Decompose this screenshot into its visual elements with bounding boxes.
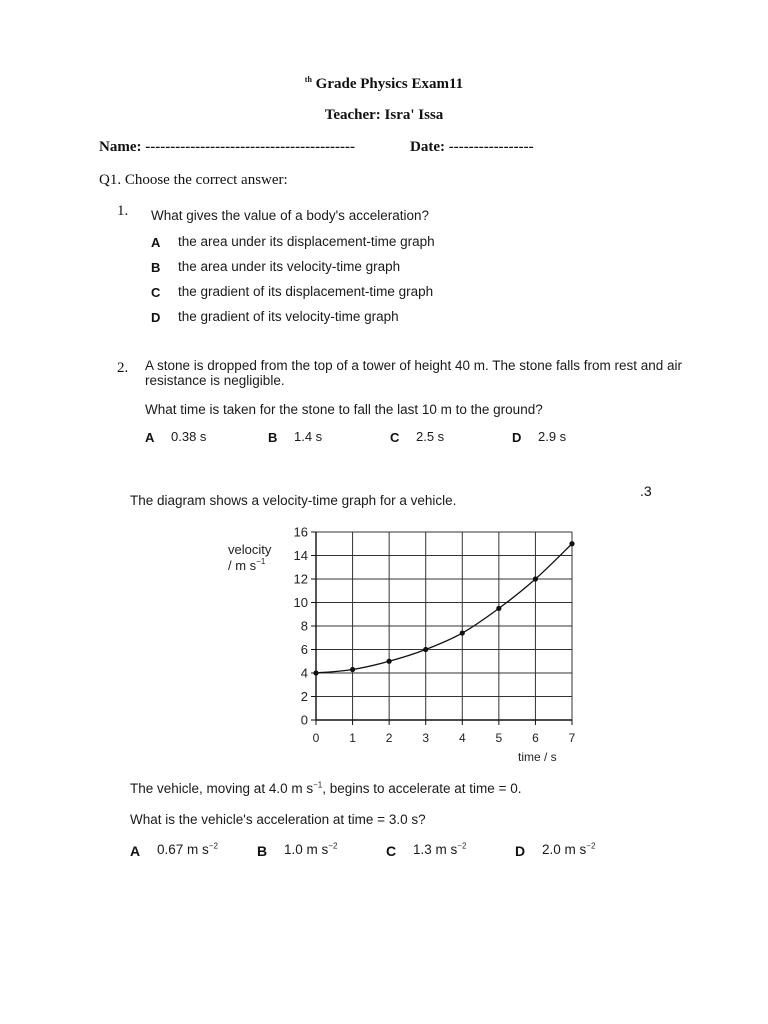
x-tick-label-0: 0 bbox=[312, 731, 320, 745]
item2-question-line1: A stone is dropped from the top of a tower of height 40 m. The stone falls from rest and air bbox=[145, 358, 683, 373]
item3-statement bbox=[130, 781, 521, 796]
name-label: Name: bbox=[99, 139, 142, 155]
item1-option-a-letter: A bbox=[151, 235, 161, 250]
item2-option-d-text: 2.9 s bbox=[538, 429, 567, 444]
item3-option-c-value bbox=[413, 842, 466, 857]
y-tick-label-8: 8 bbox=[300, 618, 308, 634]
item1-question: What gives the value of a body's acceleration? bbox=[151, 208, 429, 223]
item2-option-b-letter: B bbox=[268, 430, 278, 445]
graph-grid bbox=[316, 532, 572, 720]
item1-option-c-text: the gradient of its displacement-time graph bbox=[178, 284, 434, 299]
item3-option-b-exponent: −2 bbox=[328, 841, 338, 851]
q1-heading: Q1. Choose the correct answer: bbox=[99, 172, 288, 188]
item2-question2: What time is taken for the stone to fall the last 10 m to the ground? bbox=[145, 402, 543, 417]
item1-option-b-letter: B bbox=[151, 260, 161, 275]
series-line-0 bbox=[316, 544, 572, 673]
item3-option-b-value bbox=[284, 842, 337, 857]
item3-option-b-letter: B bbox=[257, 843, 268, 859]
y-tick-label-2: 2 bbox=[300, 689, 308, 704]
item2-option-b-text: 1.4 s bbox=[294, 429, 323, 444]
y-tick-label-6: 6 bbox=[300, 642, 308, 657]
x-tick-label-7: 7 bbox=[568, 731, 576, 745]
y-axis-unit-text: / m s bbox=[228, 558, 257, 573]
data-point-t7 bbox=[569, 541, 574, 546]
y-axis-unit-sup: −1 bbox=[256, 557, 266, 566]
item3-question: What is the vehicle's acceleration at time = 3.0 s? bbox=[130, 812, 426, 827]
y-tick-label-12: 12 bbox=[293, 571, 308, 587]
data-point-t5 bbox=[496, 606, 501, 611]
x-tick-label-4: 4 bbox=[458, 731, 466, 745]
item3-number: .3 bbox=[640, 483, 652, 499]
x-axis-label: time / s bbox=[518, 750, 557, 764]
y-tick-label-16: 16 bbox=[293, 524, 308, 540]
x-tick-label-6: 6 bbox=[532, 731, 539, 745]
item2-question-line2: resistance is negligible. bbox=[145, 373, 285, 388]
x-tick-label-1: 1 bbox=[349, 731, 356, 745]
date-field bbox=[410, 139, 534, 156]
item3-option-b-unit: 1.0 m s bbox=[284, 842, 329, 857]
item3-intro: The diagram shows a velocity-time graph for a vehicle. bbox=[130, 493, 457, 508]
item3-option-a-exponent: −2 bbox=[208, 841, 218, 851]
item3-statement-post: , begins to accelerate at time = 0. bbox=[322, 781, 522, 796]
x-tick-label-5: 5 bbox=[495, 731, 503, 745]
date-blank: ----------------- bbox=[448, 139, 534, 155]
item3-option-a-value bbox=[157, 842, 218, 857]
item3-option-c-exponent: −2 bbox=[457, 841, 467, 851]
item3-option-d-exponent: −2 bbox=[586, 841, 596, 851]
item2-option-a-text: 0.38 s bbox=[171, 429, 207, 444]
graph-ticks bbox=[294, 525, 576, 746]
item1-option-c-letter: C bbox=[151, 285, 161, 300]
data-point-t2 bbox=[387, 659, 392, 664]
item3-option-d-unit: 2.0 m s bbox=[542, 842, 587, 857]
y-tick-label-0: 0 bbox=[300, 712, 308, 728]
item3-option-c-unit: 1.3 m s bbox=[413, 842, 458, 857]
name-field bbox=[99, 139, 355, 156]
title-text: Grade Physics Exam11 bbox=[315, 76, 464, 92]
title-superscript: th bbox=[304, 75, 312, 84]
y-axis-label: velocity bbox=[228, 542, 272, 557]
item3-option-a-unit: 0.67 m s bbox=[157, 842, 209, 857]
item2-option-a-letter: A bbox=[145, 430, 155, 445]
item2-number: 2. bbox=[117, 360, 129, 376]
exam-title bbox=[0, 75, 768, 93]
data-point-t3 bbox=[423, 647, 428, 652]
y-tick-label-10: 10 bbox=[293, 595, 308, 610]
name-blank: ------------------------------------------ bbox=[145, 139, 356, 155]
item3-statement-pre: The vehicle, moving at 4.0 m s bbox=[130, 781, 314, 796]
x-tick-label-3: 3 bbox=[422, 731, 430, 745]
velocity-time-graph bbox=[200, 515, 600, 770]
item1-option-b-text: the area under its velocity-time graph bbox=[178, 259, 401, 274]
item3-option-d-letter: D bbox=[515, 843, 526, 859]
item3-option-c-letter: C bbox=[386, 843, 397, 859]
y-tick-label-4: 4 bbox=[300, 665, 308, 681]
y-tick-label-14: 14 bbox=[293, 548, 308, 563]
teacher-line: Teacher: Isra' Issa bbox=[324, 107, 444, 123]
item3-statement-sup: −1 bbox=[313, 780, 323, 790]
item3-option-d-value bbox=[542, 842, 595, 857]
data-point-t0 bbox=[313, 670, 318, 675]
item1-option-a-text: the area under its displacement-time graph bbox=[178, 234, 435, 249]
item2-option-d-letter: D bbox=[512, 430, 522, 445]
item3-option-a-letter: A bbox=[130, 843, 141, 859]
x-tick-label-2: 2 bbox=[385, 731, 393, 745]
item1-number: 1. bbox=[117, 203, 129, 219]
data-point-t6 bbox=[533, 576, 538, 581]
item2-option-c-text: 2.5 s bbox=[416, 429, 445, 444]
item1-option-d-letter: D bbox=[151, 310, 161, 325]
item2-option-c-letter: C bbox=[390, 430, 400, 445]
data-point-t1 bbox=[350, 667, 355, 672]
item1-option-d-text: the gradient of its velocity-time graph bbox=[178, 309, 399, 324]
y-axis-unit bbox=[228, 557, 266, 573]
date-label: Date: bbox=[410, 139, 445, 155]
data-point-t4 bbox=[460, 630, 465, 635]
